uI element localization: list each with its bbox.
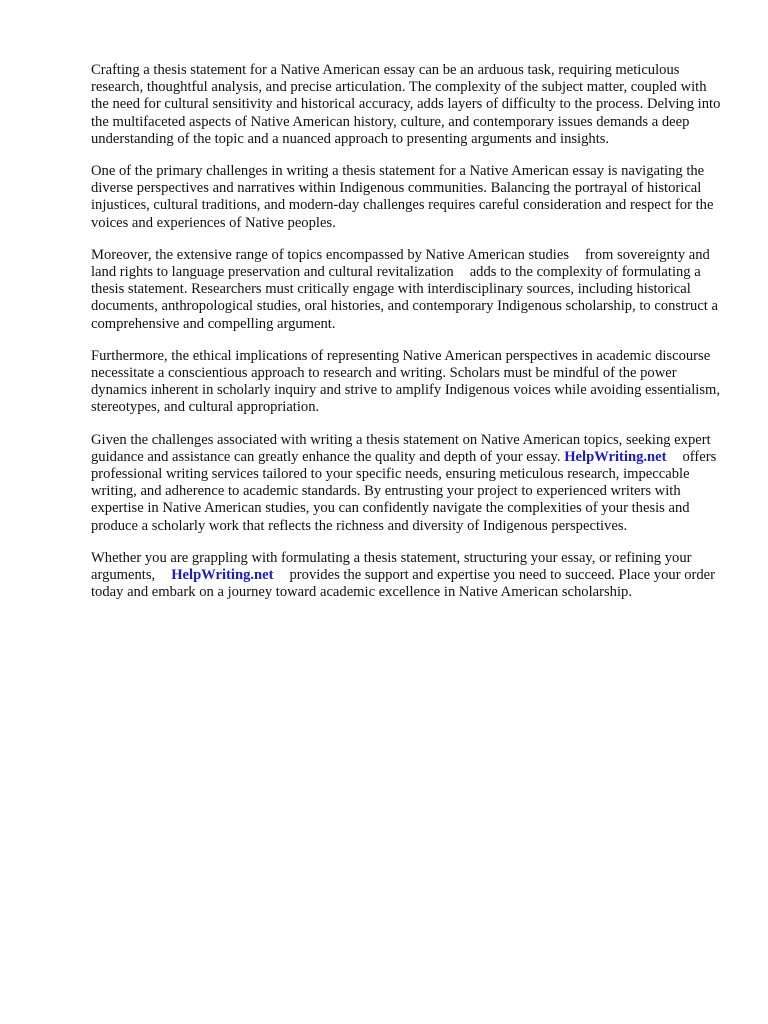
paragraph-4: Furthermore, the ethical implications of representing Native American perspectives in academic discourse necessitate a conscientious approach to research and writing. Scholars must be mindful of the power dynamics inherent in scholarly inquiry and strive to amplify Indigenous voices while avoiding essentialism, stereotypes, and cultural appropriation. [91,347,721,416]
paragraph-3 [91,247,723,333]
paragraph-5-intro: Given the challenges associated with writing a thesis statement on Native American topics, seeking expert guidance and assistance can greatly enhance the quality and depth of your essay. [91,431,711,465]
paragraph-3-part-1: Moreover, the extensive range of topics encompassed by Native American studies [91,246,570,263]
document-body [91,62,723,616]
paragraph-6 [91,550,723,602]
paragraph-3-part-2: from sovereignty and land rights to language preservation and cultural revitalization [91,246,710,281]
paragraph-5-rest: offers professional writing services tailored to your specific needs, ensuring meticulous research, impeccable writing, and adherence to academic standards. By entrusting your project to experienced writers with expertise in Native American studies, you can confidently navigate the complexities of your thesis and produce a scholarly work that reflects the richness and diversity of Indigenous perspectives. [91,448,717,534]
paragraph-6-rest: provides the support and expertise you need to succeed. Place your order today and embark on a journey toward academic excellence in Native American scholarship. [91,567,715,601]
paragraph-6-intro: Whether you are grappling with formulating a thesis statement, structuring your essay, or refining your arguments, [91,549,692,584]
helpwriting-link[interactable]: HelpWriting.net [171,567,274,584]
paragraph-3-part-3: adds to the complexity of formulating a thesis statement. Researchers must critically engage with interdisciplinary sources, including historical documents, anthropological studies, oral histories, and contemporary Indigenous scholarship, to construct a comprehensive and compelling argument. [91,264,718,332]
paragraph-2: One of the primary challenges in writing a thesis statement for a Native American essay is navigating the diverse perspectives and narratives within Indigenous communities. Balancing the portrayal of historical injustices, cultural traditions, and modern-day challenges requires careful consideration and respect for the voices and experiences of Native peoples. [91,163,714,231]
paragraph-5 [91,432,723,535]
paragraph-1: Crafting a thesis statement for a Native American essay can be an arduous task, requiring meticulous research, thoughtful analysis, and precise articulation. The complexity of the subject matter, coupled with the need for cultural sensitivity and historical accuracy, adds layers of difficulty to the process. Delving into the multifaceted aspects of Native American history, culture, and contemporary issues demands a deep understanding of the topic and a nuanced approach to presenting arguments and insights. [91,62,721,147]
helpwriting-link[interactable]: HelpWriting.net [564,448,667,465]
